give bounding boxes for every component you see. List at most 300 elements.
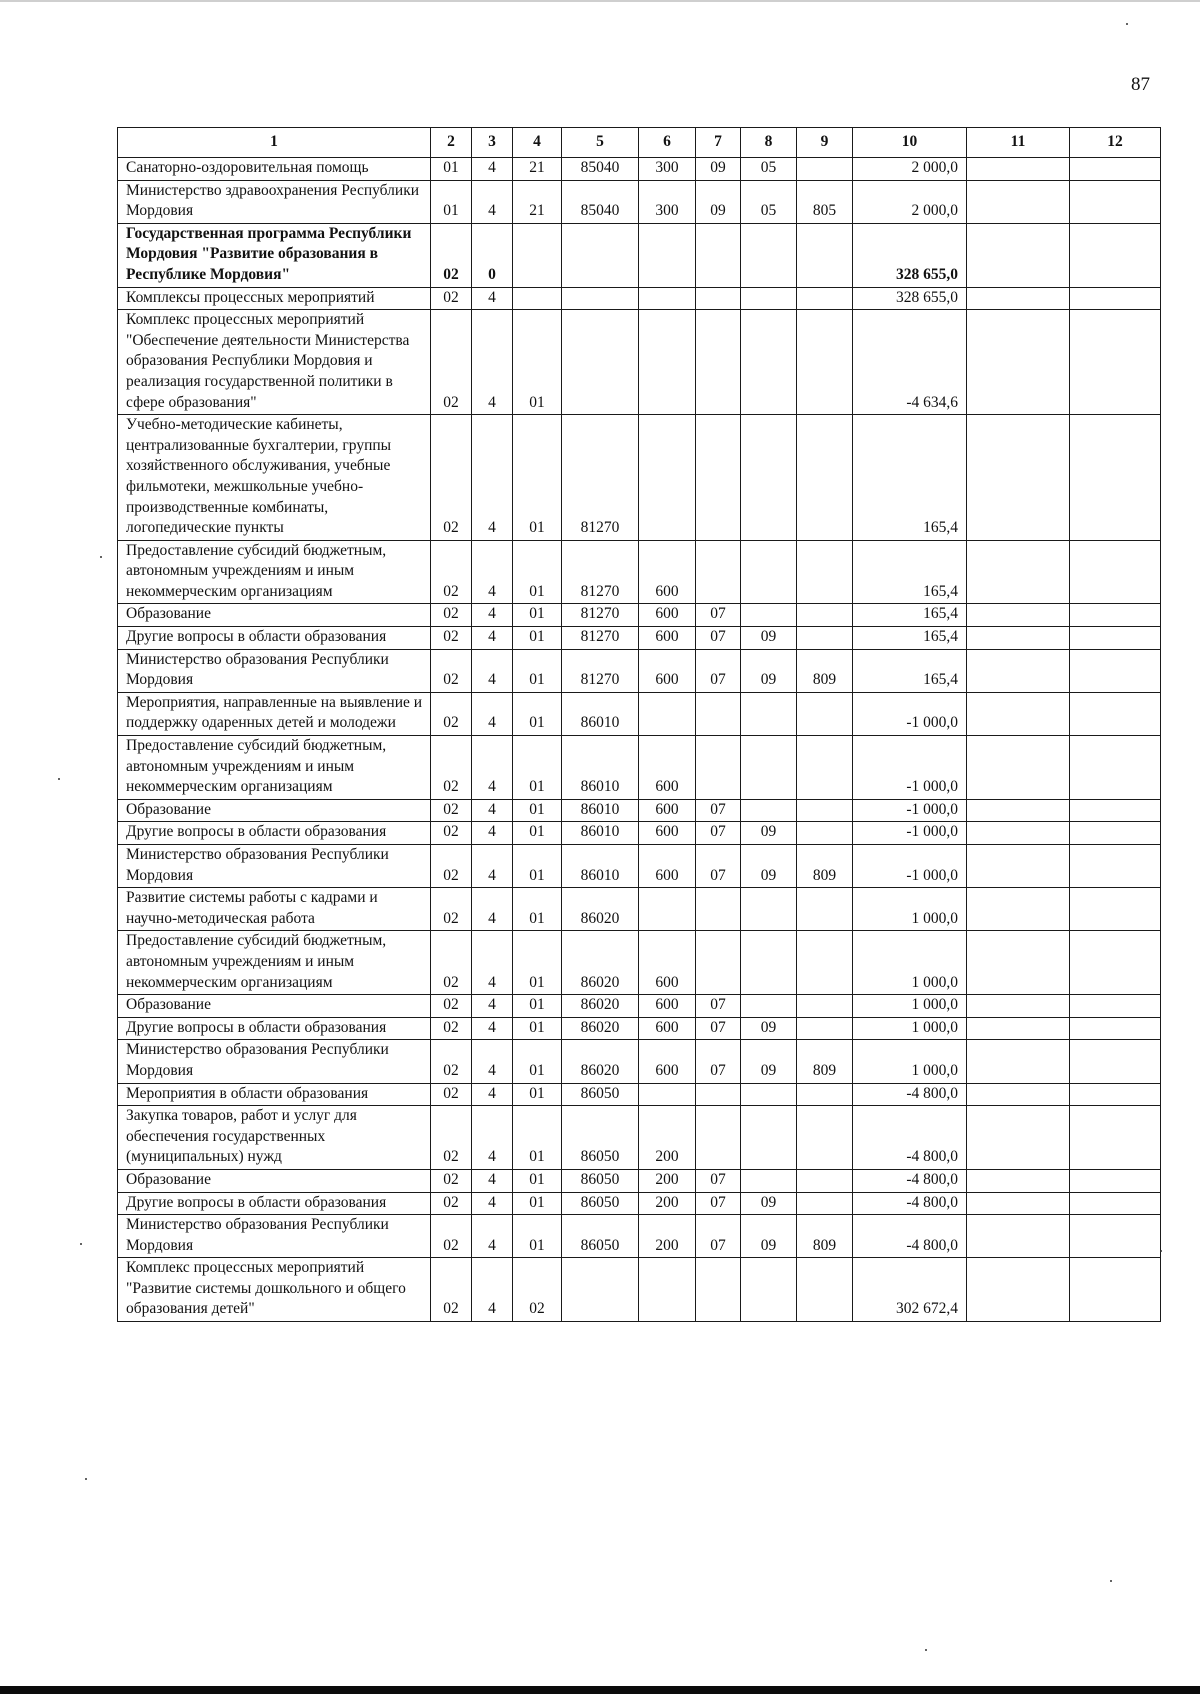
item-name-cell: Другие вопросы в области образования — [118, 627, 431, 650]
item-name-cell: Комплекс процессных мероприятий "Обеспечение деятельности Министерства образования Республики Мордовия и реализация государственной политики в сфере образования" — [118, 310, 431, 415]
subprogram-code-cell: 0 — [472, 223, 513, 287]
item-name-cell: Закупка товаров, работ и услуг для обеспечения государственных (муниципальных) нужд — [118, 1106, 431, 1170]
direction-code-cell: 86020 — [562, 931, 639, 995]
subsection-cell — [741, 736, 797, 800]
subprogram-code-cell: 4 — [472, 888, 513, 931]
amount-cell: -1 000,0 — [853, 736, 967, 800]
amount-cell: 165,4 — [853, 540, 967, 604]
complex-code-cell: 01 — [513, 540, 562, 604]
column-11-cell — [967, 1192, 1070, 1215]
ministry-code-cell — [797, 223, 853, 287]
item-name-cell: Мероприятия, направленные на выявление и поддержку одаренных детей и молодежи — [118, 692, 431, 735]
program-code-cell: 02 — [431, 845, 472, 888]
direction-code-cell: 86050 — [562, 1215, 639, 1258]
column-11-cell — [967, 995, 1070, 1018]
subprogram-code-cell: 4 — [472, 692, 513, 735]
column-header: 7 — [696, 128, 741, 158]
table-body — [118, 158, 1161, 1322]
program-code-cell: 02 — [431, 540, 472, 604]
direction-code-cell: 86050 — [562, 1192, 639, 1215]
amount-cell: -4 800,0 — [853, 1215, 967, 1258]
subprogram-code-cell: 4 — [472, 1017, 513, 1040]
expense-type-cell: 600 — [639, 845, 696, 888]
column-12-cell — [1070, 822, 1161, 845]
expense-type-cell: 600 — [639, 995, 696, 1018]
column-11-cell — [967, 822, 1070, 845]
complex-code-cell: 01 — [513, 692, 562, 735]
expense-type-cell: 600 — [639, 649, 696, 692]
expense-type-cell: 300 — [639, 180, 696, 223]
item-name-cell: Комплексы процессных мероприятий — [118, 287, 431, 310]
table-row — [118, 1258, 1161, 1322]
table-row — [118, 1040, 1161, 1083]
subprogram-code-cell: 4 — [472, 627, 513, 650]
column-12-cell — [1070, 180, 1161, 223]
direction-code-cell: 85040 — [562, 180, 639, 223]
direction-code-cell: 86010 — [562, 799, 639, 822]
ministry-code-cell: 809 — [797, 1040, 853, 1083]
amount-cell: -4 800,0 — [853, 1169, 967, 1192]
section-cell — [696, 1106, 741, 1170]
column-11-cell — [967, 310, 1070, 415]
subsection-cell — [741, 692, 797, 735]
direction-code-cell: 86050 — [562, 1083, 639, 1106]
subprogram-code-cell: 4 — [472, 799, 513, 822]
direction-code-cell: 86020 — [562, 888, 639, 931]
column-11-cell — [967, 1106, 1070, 1170]
program-code-cell: 02 — [431, 604, 472, 627]
item-name-cell: Другие вопросы в области образования — [118, 1192, 431, 1215]
column-header: 1 — [118, 128, 431, 158]
program-code-cell: 02 — [431, 995, 472, 1018]
expense-type-cell: 300 — [639, 158, 696, 181]
section-cell — [696, 931, 741, 995]
program-code-cell: 02 — [431, 1169, 472, 1192]
direction-code-cell: 81270 — [562, 604, 639, 627]
expense-type-cell — [639, 310, 696, 415]
direction-code-cell — [562, 310, 639, 415]
complex-code-cell: 01 — [513, 310, 562, 415]
ministry-code-cell — [797, 604, 853, 627]
program-code-cell: 02 — [431, 627, 472, 650]
column-11-cell — [967, 1258, 1070, 1322]
scan-edge-top — [0, 0, 1200, 2]
column-header: 10 — [853, 128, 967, 158]
subsection-cell — [741, 799, 797, 822]
column-11-cell — [967, 799, 1070, 822]
complex-code-cell: 01 — [513, 736, 562, 800]
subprogram-code-cell: 4 — [472, 822, 513, 845]
complex-code-cell: 01 — [513, 1192, 562, 1215]
column-header: 2 — [431, 128, 472, 158]
section-cell: 07 — [696, 799, 741, 822]
direction-code-cell: 86020 — [562, 995, 639, 1018]
item-name-cell: Государственная программа Республики Мордовия "Развитие образования в Республике Мордовия" — [118, 223, 431, 287]
column-11-cell — [967, 845, 1070, 888]
amount-cell: 165,4 — [853, 604, 967, 627]
complex-code-cell: 01 — [513, 1215, 562, 1258]
subsection-cell — [741, 888, 797, 931]
ministry-code-cell — [797, 1106, 853, 1170]
table-row — [118, 310, 1161, 415]
column-12-cell — [1070, 995, 1161, 1018]
expense-type-cell: 600 — [639, 627, 696, 650]
expense-type-cell: 600 — [639, 931, 696, 995]
program-code-cell: 01 — [431, 158, 472, 181]
column-11-cell — [967, 158, 1070, 181]
column-header: 5 — [562, 128, 639, 158]
direction-code-cell: 86050 — [562, 1106, 639, 1170]
section-cell: 07 — [696, 822, 741, 845]
column-header: 6 — [639, 128, 696, 158]
subprogram-code-cell: 4 — [472, 180, 513, 223]
item-name-cell: Министерство образования Республики Мордовия — [118, 649, 431, 692]
complex-code-cell: 01 — [513, 627, 562, 650]
column-12-cell — [1070, 845, 1161, 888]
section-cell: 07 — [696, 627, 741, 650]
scan-speck — [1160, 1250, 1162, 1252]
subsection-cell: 05 — [741, 158, 797, 181]
ministry-code-cell — [797, 692, 853, 735]
ministry-code-cell — [797, 736, 853, 800]
direction-code-cell: 86010 — [562, 845, 639, 888]
section-cell — [696, 287, 741, 310]
expense-type-cell — [639, 692, 696, 735]
complex-code-cell: 01 — [513, 1106, 562, 1170]
column-11-cell — [967, 1083, 1070, 1106]
program-code-cell: 02 — [431, 692, 472, 735]
ministry-code-cell — [797, 627, 853, 650]
ministry-code-cell — [797, 995, 853, 1018]
subsection-cell — [741, 604, 797, 627]
table-row — [118, 1215, 1161, 1258]
amount-cell: -4 800,0 — [853, 1192, 967, 1215]
column-11-cell — [967, 415, 1070, 541]
program-code-cell: 02 — [431, 1215, 472, 1258]
complex-code-cell: 01 — [513, 888, 562, 931]
table-row — [118, 1192, 1161, 1215]
column-12-cell — [1070, 158, 1161, 181]
column-12-cell — [1070, 1017, 1161, 1040]
column-11-cell — [967, 931, 1070, 995]
program-code-cell: 02 — [431, 822, 472, 845]
complex-code-cell: 01 — [513, 799, 562, 822]
complex-code-cell: 01 — [513, 1040, 562, 1083]
item-name-cell: Министерство образования Республики Мордовия — [118, 1040, 431, 1083]
scan-speck — [58, 778, 60, 780]
complex-code-cell: 01 — [513, 822, 562, 845]
scan-speck — [1126, 23, 1128, 25]
column-11-cell — [967, 692, 1070, 735]
section-cell: 07 — [696, 604, 741, 627]
subprogram-code-cell: 4 — [472, 158, 513, 181]
program-code-cell: 02 — [431, 888, 472, 931]
column-12-cell — [1070, 931, 1161, 995]
direction-code-cell: 86010 — [562, 822, 639, 845]
ministry-code-cell: 809 — [797, 845, 853, 888]
column-12-cell — [1070, 1192, 1161, 1215]
scan-speck — [1110, 1580, 1112, 1582]
column-12-cell — [1070, 1215, 1161, 1258]
amount-cell: 2 000,0 — [853, 158, 967, 181]
complex-code-cell: 02 — [513, 1258, 562, 1322]
expense-type-cell — [639, 287, 696, 310]
column-12-cell — [1070, 1040, 1161, 1083]
table-row — [118, 799, 1161, 822]
direction-code-cell: 86010 — [562, 736, 639, 800]
column-12-cell — [1070, 627, 1161, 650]
program-code-cell: 02 — [431, 649, 472, 692]
table-row — [118, 995, 1161, 1018]
item-name-cell: Санаторно-оздоровительная помощь — [118, 158, 431, 181]
scan-speck — [100, 556, 102, 558]
subprogram-code-cell: 4 — [472, 287, 513, 310]
section-cell — [696, 540, 741, 604]
direction-code-cell: 81270 — [562, 627, 639, 650]
section-cell: 07 — [696, 649, 741, 692]
section-cell — [696, 310, 741, 415]
expense-type-cell: 600 — [639, 540, 696, 604]
program-code-cell: 02 — [431, 415, 472, 541]
subsection-cell — [741, 931, 797, 995]
amount-cell: -1 000,0 — [853, 822, 967, 845]
subsection-cell: 09 — [741, 1192, 797, 1215]
column-11-cell — [967, 1215, 1070, 1258]
amount-cell: -4 800,0 — [853, 1106, 967, 1170]
item-name-cell: Развитие системы работы с кадрами и научно-методическая работа — [118, 888, 431, 931]
item-name-cell: Министерство здравоохранения Республики Мордовия — [118, 180, 431, 223]
expense-type-cell: 600 — [639, 799, 696, 822]
table-row — [118, 540, 1161, 604]
item-name-cell: Образование — [118, 995, 431, 1018]
table-row — [118, 888, 1161, 931]
amount-cell: -1 000,0 — [853, 692, 967, 735]
scan-speck — [80, 1243, 82, 1245]
section-cell — [696, 692, 741, 735]
amount-cell: 1 000,0 — [853, 888, 967, 931]
section-cell — [696, 1083, 741, 1106]
item-name-cell: Другие вопросы в области образования — [118, 822, 431, 845]
ministry-code-cell — [797, 1169, 853, 1192]
section-cell — [696, 223, 741, 287]
expense-type-cell: 200 — [639, 1106, 696, 1170]
column-header: 11 — [967, 128, 1070, 158]
column-12-cell — [1070, 799, 1161, 822]
program-code-cell: 02 — [431, 1040, 472, 1083]
section-cell: 07 — [696, 1040, 741, 1083]
ministry-code-cell — [797, 1083, 853, 1106]
item-name-cell: Предоставление субсидий бюджетным, автономным учреждениям и иным некоммерческим организациям — [118, 540, 431, 604]
subsection-cell — [741, 415, 797, 541]
subprogram-code-cell: 4 — [472, 604, 513, 627]
ministry-code-cell — [797, 822, 853, 845]
ministry-code-cell: 809 — [797, 1215, 853, 1258]
section-cell — [696, 415, 741, 541]
item-name-cell: Учебно-методические кабинеты, централизованные бухгалтерии, группы хозяйственного обслуживания, учебные фильмотеки, межшкольные учебно-производственные комбинаты, логопедические пункты — [118, 415, 431, 541]
subprogram-code-cell: 4 — [472, 1169, 513, 1192]
ministry-code-cell — [797, 888, 853, 931]
table-row — [118, 1169, 1161, 1192]
subsection-cell: 05 — [741, 180, 797, 223]
section-cell: 09 — [696, 158, 741, 181]
direction-code-cell: 81270 — [562, 540, 639, 604]
column-header: 12 — [1070, 128, 1161, 158]
program-code-cell: 02 — [431, 799, 472, 822]
expense-type-cell: 600 — [639, 1040, 696, 1083]
subsection-cell: 09 — [741, 1215, 797, 1258]
section-cell — [696, 888, 741, 931]
column-12-cell — [1070, 604, 1161, 627]
column-header: 9 — [797, 128, 853, 158]
amount-cell: 2 000,0 — [853, 180, 967, 223]
expense-type-cell: 600 — [639, 822, 696, 845]
complex-code-cell: 21 — [513, 180, 562, 223]
amount-cell: 165,4 — [853, 649, 967, 692]
subsection-cell — [741, 223, 797, 287]
column-12-cell — [1070, 310, 1161, 415]
subprogram-code-cell: 4 — [472, 1106, 513, 1170]
section-cell: 09 — [696, 180, 741, 223]
complex-code-cell: 01 — [513, 845, 562, 888]
program-code-cell: 02 — [431, 736, 472, 800]
subsection-cell: 09 — [741, 1040, 797, 1083]
subprogram-code-cell: 4 — [472, 310, 513, 415]
subsection-cell: 09 — [741, 845, 797, 888]
table-row — [118, 692, 1161, 735]
complex-code-cell — [513, 223, 562, 287]
subprogram-code-cell: 4 — [472, 649, 513, 692]
item-name-cell: Образование — [118, 604, 431, 627]
scan-speck — [925, 1649, 927, 1651]
complex-code-cell: 01 — [513, 604, 562, 627]
expense-type-cell — [639, 415, 696, 541]
column-header: 4 — [513, 128, 562, 158]
ministry-code-cell — [797, 799, 853, 822]
expense-type-cell — [639, 1083, 696, 1106]
column-12-cell — [1070, 415, 1161, 541]
program-code-cell: 02 — [431, 1083, 472, 1106]
subprogram-code-cell: 4 — [472, 1215, 513, 1258]
table-row — [118, 180, 1161, 223]
section-cell — [696, 1258, 741, 1322]
direction-code-cell — [562, 287, 639, 310]
table-row — [118, 931, 1161, 995]
direction-code-cell: 86020 — [562, 1017, 639, 1040]
amount-cell: 1 000,0 — [853, 995, 967, 1018]
ministry-code-cell: 809 — [797, 649, 853, 692]
table-row — [118, 627, 1161, 650]
table-row — [118, 736, 1161, 800]
item-name-cell: Комплекс процессных мероприятий "Развитие системы дошкольного и общего образования детей" — [118, 1258, 431, 1322]
item-name-cell: Другие вопросы в области образования — [118, 1017, 431, 1040]
complex-code-cell — [513, 287, 562, 310]
subprogram-code-cell: 4 — [472, 1192, 513, 1215]
column-11-cell — [967, 604, 1070, 627]
column-11-cell — [967, 888, 1070, 931]
column-12-cell — [1070, 1169, 1161, 1192]
ministry-code-cell — [797, 1017, 853, 1040]
section-cell: 07 — [696, 1215, 741, 1258]
direction-code-cell — [562, 223, 639, 287]
ministry-code-cell — [797, 1258, 853, 1322]
program-code-cell: 02 — [431, 287, 472, 310]
item-name-cell: Министерство образования Республики Мордовия — [118, 845, 431, 888]
ministry-code-cell — [797, 540, 853, 604]
direction-code-cell: 86020 — [562, 1040, 639, 1083]
subprogram-code-cell: 4 — [472, 995, 513, 1018]
item-name-cell: Мероприятия в области образования — [118, 1083, 431, 1106]
subprogram-code-cell: 4 — [472, 736, 513, 800]
complex-code-cell: 21 — [513, 158, 562, 181]
table-row — [118, 1017, 1161, 1040]
subsection-cell: 09 — [741, 627, 797, 650]
table-row — [118, 287, 1161, 310]
ministry-code-cell — [797, 287, 853, 310]
section-cell: 07 — [696, 995, 741, 1018]
direction-code-cell: 86050 — [562, 1169, 639, 1192]
column-12-cell — [1070, 1258, 1161, 1322]
amount-cell: 302 672,4 — [853, 1258, 967, 1322]
amount-cell: -1 000,0 — [853, 799, 967, 822]
subprogram-code-cell: 4 — [472, 1083, 513, 1106]
expense-type-cell: 600 — [639, 736, 696, 800]
ministry-code-cell: 805 — [797, 180, 853, 223]
complex-code-cell: 01 — [513, 931, 562, 995]
subprogram-code-cell: 4 — [472, 1258, 513, 1322]
column-11-cell — [967, 736, 1070, 800]
item-name-cell: Предоставление субсидий бюджетным, автономным учреждениям и иным некоммерческим организациям — [118, 931, 431, 995]
table-row — [118, 158, 1161, 181]
complex-code-cell: 01 — [513, 995, 562, 1018]
section-cell: 07 — [696, 845, 741, 888]
column-11-cell — [967, 180, 1070, 223]
ministry-code-cell — [797, 310, 853, 415]
ministry-code-cell — [797, 1192, 853, 1215]
expense-type-cell: 200 — [639, 1215, 696, 1258]
item-name-cell: Образование — [118, 1169, 431, 1192]
expense-type-cell — [639, 223, 696, 287]
amount-cell: 165,4 — [853, 415, 967, 541]
column-11-cell — [967, 287, 1070, 310]
program-code-cell: 02 — [431, 1192, 472, 1215]
subsection-cell — [741, 995, 797, 1018]
section-cell: 07 — [696, 1192, 741, 1215]
column-12-cell — [1070, 1083, 1161, 1106]
column-11-cell — [967, 1169, 1070, 1192]
subsection-cell — [741, 540, 797, 604]
amount-cell: 165,4 — [853, 627, 967, 650]
table-row — [118, 649, 1161, 692]
column-11-cell — [967, 540, 1070, 604]
column-header: 3 — [472, 128, 513, 158]
ministry-code-cell — [797, 931, 853, 995]
amount-cell: 1 000,0 — [853, 1040, 967, 1083]
amount-cell: -1 000,0 — [853, 845, 967, 888]
program-code-cell: 01 — [431, 180, 472, 223]
budget-table — [117, 127, 1161, 1322]
amount-cell: 1 000,0 — [853, 931, 967, 995]
subsection-cell — [741, 1083, 797, 1106]
column-12-cell — [1070, 540, 1161, 604]
table-row — [118, 415, 1161, 541]
page-number: 87 — [1131, 74, 1150, 95]
subsection-cell: 09 — [741, 822, 797, 845]
subsection-cell — [741, 287, 797, 310]
section-cell — [696, 736, 741, 800]
program-code-cell: 02 — [431, 1106, 472, 1170]
column-11-cell — [967, 1017, 1070, 1040]
complex-code-cell: 01 — [513, 1169, 562, 1192]
